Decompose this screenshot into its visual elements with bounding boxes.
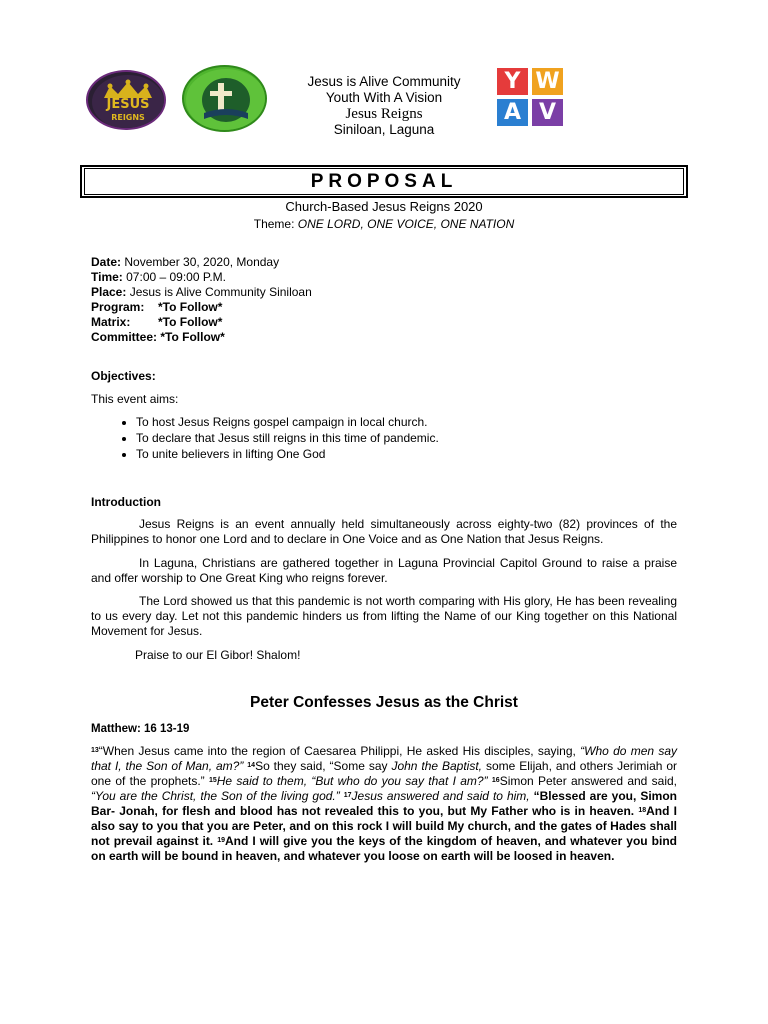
- place-label: Place:: [91, 285, 127, 299]
- time-label: Time:: [91, 270, 123, 284]
- verse-17-number: 17: [343, 792, 352, 799]
- program-value: *To Follow*: [158, 300, 223, 314]
- logo-text-bottom: REIGNS: [111, 113, 145, 122]
- theme-label: Theme:: [253, 217, 298, 231]
- committee-line: [91, 330, 677, 345]
- verse-18-text: And I also say to you that you are Peter, and on this rock I will build My church, and the gates of Hades shall not prevail against it.: [91, 804, 677, 848]
- verse-15-number: 15: [208, 777, 217, 784]
- matrix-value: *To Follow*: [158, 315, 223, 329]
- objectives-list: [112, 414, 696, 462]
- scripture-reference: Matthew: 16 13-19: [91, 723, 190, 735]
- date-label: Date:: [91, 255, 122, 269]
- verse-14-number: 14: [247, 762, 256, 769]
- introduction-paragraph-3: The Lord showed us that this pandemic is not worth comparing with His glory, He has been revealing to us every day. Let not this pandemic hinders us from lifting the Name of our King together on this National Movement for Jesus.: [91, 594, 677, 638]
- verse-15-text: He said to them, “But who do you say that I am?”: [216, 774, 488, 788]
- proposal-subtitle: Church-Based Jesus Reigns 2020: [285, 199, 483, 214]
- theme-line: [0, 216, 768, 232]
- verse-13-quote: “Who do men say that I, the Son of Man, am?”: [91, 744, 677, 773]
- committee-value: *To Follow*: [157, 330, 225, 344]
- ywav-a: A: [497, 99, 528, 126]
- theme-value: ONE LORD, ONE VOICE, ONE NATION: [297, 217, 515, 231]
- time-value: 07:00 – 09:00 P.M.: [122, 270, 226, 284]
- verse-17-text: Jesus answered and said to him,: [351, 789, 530, 803]
- objective-item: • To declare that Jesus still reigns in this time of pandemic.: [136, 430, 696, 446]
- org-name: Jesus is Alive Community: [307, 74, 461, 89]
- verse-16-number: 16: [491, 777, 500, 784]
- introduction-paragraph-2: In Laguna, Christians are gathered together in Laguna Provincial Capitol Ground to raise a praise and offer worship to One Great King who reigns forever.: [91, 556, 677, 585]
- program-line: [91, 300, 677, 315]
- logo-text-top: JESUS: [106, 97, 150, 112]
- date-line: [91, 255, 677, 270]
- objective-item: • To host Jesus Reigns gospel campaign in local church.: [136, 414, 696, 430]
- introduction-heading: Introduction: [91, 495, 161, 509]
- ywav-logo: [497, 68, 563, 126]
- org-location: Siniloan, Laguna: [333, 122, 435, 137]
- place-line: [91, 285, 677, 300]
- place-value: Jesus is Alive Community Siniloan: [126, 285, 312, 299]
- scripture-passage: [91, 744, 677, 864]
- verse-19-number: 19: [217, 837, 225, 844]
- introduction-paragraph-4: Praise to our El Gibor! Shalom!: [135, 648, 301, 662]
- matrix-line: [91, 315, 677, 330]
- verse-13-text: “When Jesus came into the region of Caesarea Philippi, He asked His disciples, saying,: [98, 744, 581, 758]
- verse-14-text: So they said, “Some say: [255, 759, 392, 773]
- introduction-paragraph-1: Jesus Reigns is an event annually held simultaneously across eighty-two (82) provinces of the Philippines to honor one Lord and to declare in One Voice and as One Nation that Jesus Reigns.: [91, 517, 677, 546]
- verse-14-text-end: some Elijah, and others Jerimiah or one of the prophets.”: [91, 759, 678, 788]
- committee-label: Committee:: [91, 330, 158, 344]
- program-label: Program:: [91, 300, 145, 314]
- verse-14-italic: John the Baptist,: [391, 759, 483, 773]
- verse-18-number: 18: [638, 807, 647, 814]
- verse-16-quote: “You are the Christ, the Son of the living god.”: [91, 789, 340, 803]
- verse-19-text: And I will give you the keys of the kingdom of heaven, and whatever you bind on earth will be bound in heaven, and whatever you loose on earth will be loosed in heaven.: [91, 834, 677, 863]
- verse-17-quote: “Blessed are you, Simon Bar- Jonah, for flesh and blood has not revealed this to you, but My Father who is in heaven.: [91, 789, 677, 818]
- verse-16-text: Simon Peter answered and said,: [499, 774, 678, 788]
- event-name: Jesus Reigns: [345, 106, 423, 122]
- scripture-heading: Peter Confesses Jesus as the Christ: [250, 694, 518, 711]
- ywav-y: Y: [497, 68, 528, 95]
- objective-item: • To unite believers in lifting One God: [136, 446, 696, 462]
- ywav-v: V: [532, 99, 563, 126]
- verse-13-number: 13: [91, 747, 99, 754]
- org-subname: Youth With A Vision: [325, 90, 443, 105]
- matrix-label: Matrix:: [91, 315, 131, 329]
- objectives-heading: Objectives:: [91, 369, 156, 383]
- date-value: November 30, 2020, Monday: [121, 255, 280, 269]
- objectives-intro: This event aims:: [91, 392, 179, 406]
- page-title: PROPOSAL: [84, 168, 684, 195]
- time-line: [91, 270, 677, 285]
- ywav-w: W: [532, 68, 563, 95]
